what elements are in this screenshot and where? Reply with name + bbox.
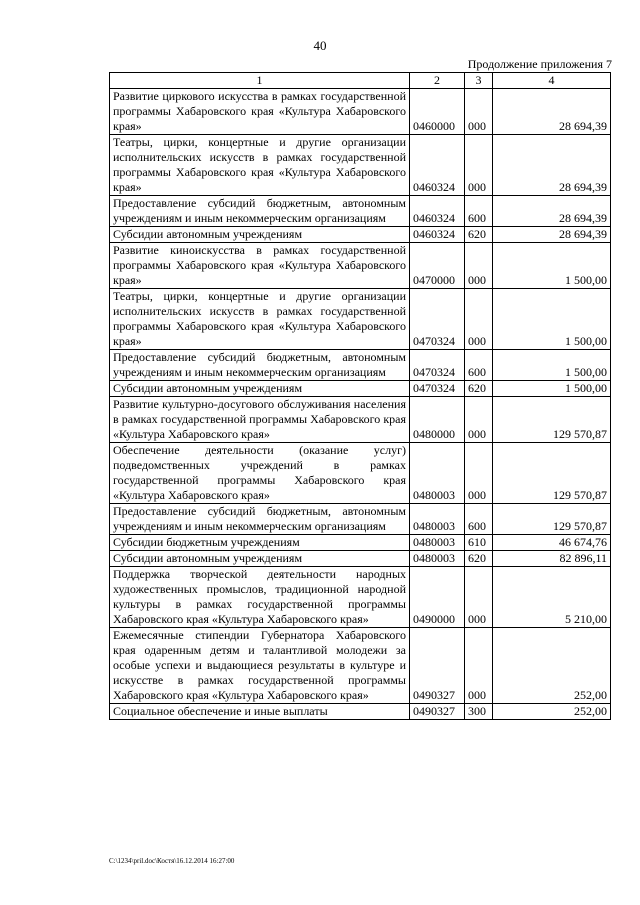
expense-type-cell: 600 xyxy=(465,504,493,535)
amount-cell: 252,00 xyxy=(493,704,611,720)
file-path-footer: C:\1234\pril.doc\Костя\16.12.2014 16:27:00 xyxy=(109,857,235,865)
amount-cell: 129 570,87 xyxy=(493,504,611,535)
table-row xyxy=(110,196,611,227)
budget-table xyxy=(109,72,611,720)
expense-type-cell: 610 xyxy=(465,535,493,551)
target-article-cell: 0460000 xyxy=(410,89,465,135)
amount-cell: 129 570,87 xyxy=(493,443,611,504)
column-header-4: 4 xyxy=(493,73,611,89)
page-number: 40 xyxy=(313,38,327,53)
expense-type-cell: 000 xyxy=(465,443,493,504)
table-row xyxy=(110,289,611,350)
expense-type-cell: 620 xyxy=(465,227,493,243)
row-name-cell: Обеспечение деятельности (оказание услуг) подведомственных учреждений в рамках государственной программы Хабаровского края «Культура Хабаровского края» xyxy=(110,443,410,504)
amount-cell: 28 694,39 xyxy=(493,227,611,243)
table-row xyxy=(110,89,611,135)
expense-type-cell: 000 xyxy=(465,243,493,289)
row-name-cell: Развитие киноискусства в рамках государственной программы Хабаровского края «Культура Хабаровского края» xyxy=(110,243,410,289)
row-name-cell: Социальное обеспечение и иные выплаты xyxy=(110,704,410,720)
expense-type-cell: 000 xyxy=(465,628,493,704)
target-article-cell: 0470324 xyxy=(410,381,465,397)
target-article-cell: 0460324 xyxy=(410,135,465,196)
table-row xyxy=(110,381,611,397)
row-name-cell: Поддержка творческой деятельности народных художественных промыслов, традиционной народной культуры в рамках государственной программы Хабаровского края «Культура Хабаровского края» xyxy=(110,567,410,628)
column-header-2: 2 xyxy=(410,73,465,89)
amount-cell: 28 694,39 xyxy=(493,89,611,135)
amount-cell: 1 500,00 xyxy=(493,289,611,350)
row-name-cell: Развитие культурно-досугового обслуживания населения в рамках государственной программы Хабаровского края «Культура Хабаровского края» xyxy=(110,397,410,443)
table-row xyxy=(110,443,611,504)
expense-type-cell: 000 xyxy=(465,289,493,350)
table-row xyxy=(110,704,611,720)
row-name-cell: Предоставление субсидий бюджетным, автономным учреждениям и иным некоммерческим организациям xyxy=(110,504,410,535)
expense-type-cell: 000 xyxy=(465,89,493,135)
expense-type-cell: 000 xyxy=(465,567,493,628)
table-row xyxy=(110,628,611,704)
row-name-cell: Субсидии автономным учреждениям xyxy=(110,381,410,397)
row-name-cell: Предоставление субсидий бюджетным, автономным учреждениям и иным некоммерческим организациям xyxy=(110,350,410,381)
target-article-cell: 0480003 xyxy=(410,535,465,551)
table-row xyxy=(110,350,611,381)
table-row xyxy=(110,243,611,289)
target-article-cell: 0480003 xyxy=(410,504,465,535)
target-article-cell: 0470324 xyxy=(410,289,465,350)
row-name-cell: Театры, цирки, концертные и другие организации исполнительских искусств в рамках государственной программы Хабаровского края «Культура Хабаровского края» xyxy=(110,135,410,196)
row-name-cell: Субсидии автономным учреждениям xyxy=(110,227,410,243)
table-row xyxy=(110,551,611,567)
table-row xyxy=(110,227,611,243)
target-article-cell: 0480003 xyxy=(410,551,465,567)
amount-cell: 129 570,87 xyxy=(493,397,611,443)
table-row xyxy=(110,397,611,443)
appendix-caption: Продолжение приложения 7 xyxy=(467,57,612,71)
table-row xyxy=(110,535,611,551)
expense-type-cell: 000 xyxy=(465,397,493,443)
target-article-cell: 0490000 xyxy=(410,567,465,628)
row-name-cell: Развитие циркового искусства в рамках государственной программы Хабаровского края «Культура Хабаровского края» xyxy=(110,89,410,135)
target-article-cell: 0480000 xyxy=(410,397,465,443)
amount-cell: 46 674,76 xyxy=(493,535,611,551)
expense-type-cell: 600 xyxy=(465,196,493,227)
amount-cell: 1 500,00 xyxy=(493,350,611,381)
table-row xyxy=(110,135,611,196)
row-name-cell: Субсидии автономным учреждениям xyxy=(110,551,410,567)
target-article-cell: 0460324 xyxy=(410,196,465,227)
table-header-row xyxy=(110,73,611,89)
amount-cell: 1 500,00 xyxy=(493,243,611,289)
expense-type-cell: 600 xyxy=(465,350,493,381)
table-row xyxy=(110,504,611,535)
row-name-cell: Предоставление субсидий бюджетным, автономным учреждениям и иным некоммерческим организациям xyxy=(110,196,410,227)
amount-cell: 28 694,39 xyxy=(493,135,611,196)
amount-cell: 1 500,00 xyxy=(493,381,611,397)
row-name-cell: Субсидии бюджетным учреждениям xyxy=(110,535,410,551)
expense-type-cell: 620 xyxy=(465,381,493,397)
expense-type-cell: 300 xyxy=(465,704,493,720)
table-row xyxy=(110,567,611,628)
target-article-cell: 0470324 xyxy=(410,350,465,381)
row-name-cell: Театры, цирки, концертные и другие организации исполнительских искусств в рамках государственной программы Хабаровского края «Культура Хабаровского края» xyxy=(110,289,410,350)
expense-type-cell: 000 xyxy=(465,135,493,196)
target-article-cell: 0490327 xyxy=(410,704,465,720)
target-article-cell: 0490327 xyxy=(410,628,465,704)
column-header-3: 3 xyxy=(465,73,493,89)
amount-cell: 82 896,11 xyxy=(493,551,611,567)
target-article-cell: 0470000 xyxy=(410,243,465,289)
row-name-cell: Ежемесячные стипендии Губернатора Хабаровского края одаренным детям и талантливой молодежи за особые успехи и выдающиеся результаты в культуре и искусстве в рамках государственной программы Хабаровского края «Культура Хабаровского края» xyxy=(110,628,410,704)
target-article-cell: 0480003 xyxy=(410,443,465,504)
expense-type-cell: 620 xyxy=(465,551,493,567)
amount-cell: 5 210,00 xyxy=(493,567,611,628)
amount-cell: 252,00 xyxy=(493,628,611,704)
target-article-cell: 0460324 xyxy=(410,227,465,243)
column-header-1: 1 xyxy=(110,73,410,89)
amount-cell: 28 694,39 xyxy=(493,196,611,227)
